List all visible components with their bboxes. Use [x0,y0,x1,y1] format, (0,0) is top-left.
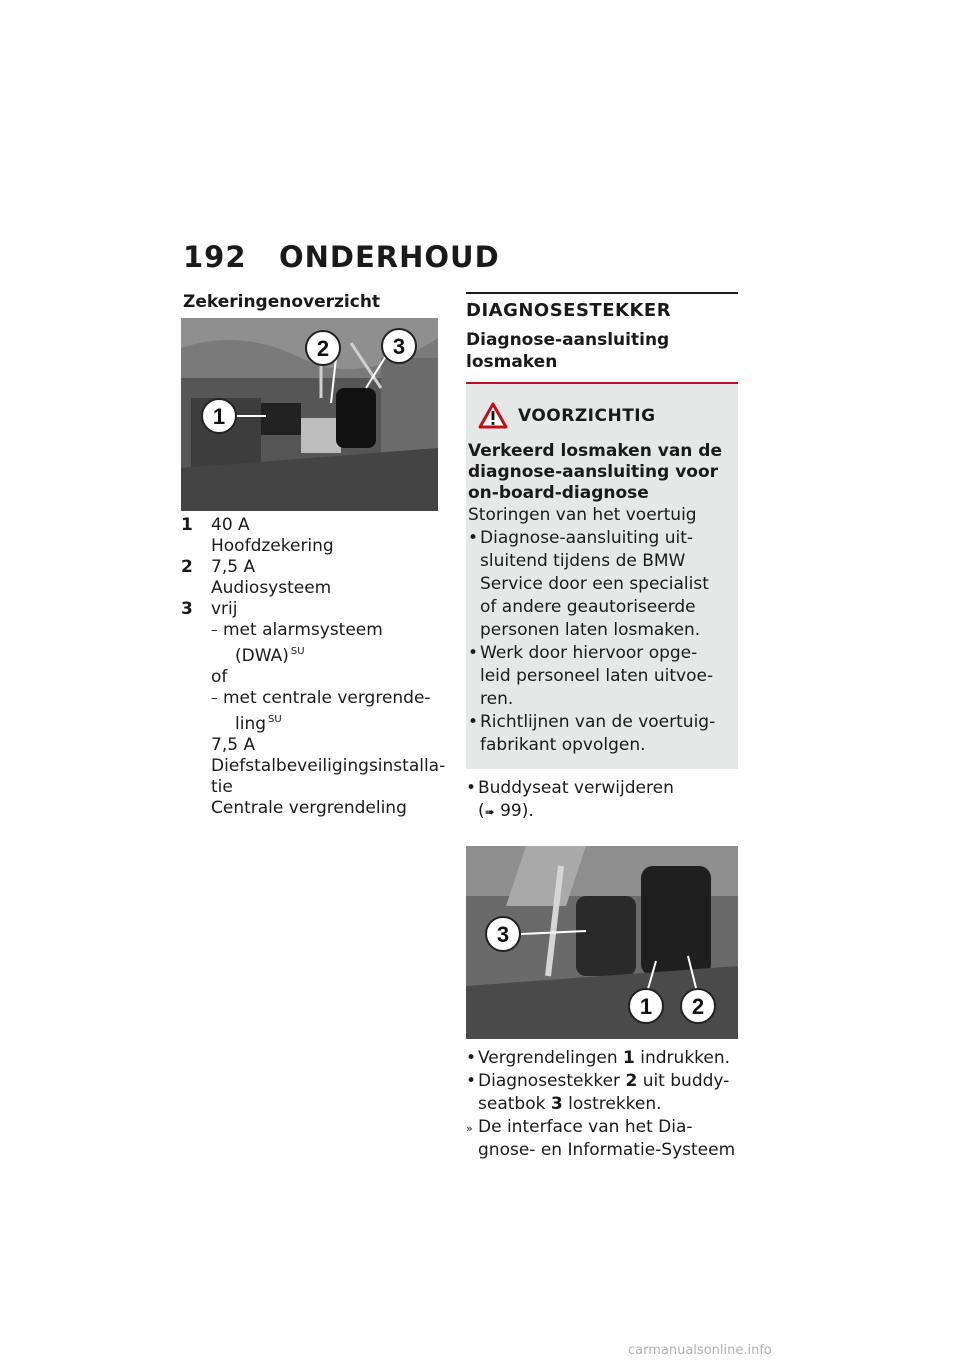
watermark: carmanualsonline.info [628,1343,772,1358]
equipment-mark: SU [290,646,305,657]
section-title: DIAGNOSESTEKKER [466,300,672,321]
callout-1: 1 [639,994,653,1019]
list-item: • Buddyseat verwijderen (➠ 99). [466,778,674,821]
or-text: of [211,667,228,687]
legend-subitem: – met centrale vergrende- ling $^{SU}$ [211,688,431,734]
legend-item [181,515,439,557]
fuse-overview-title: Zekeringenoverzicht [183,292,381,312]
caution-heading: Verkeerd losmaken van de diagnose-aansluiting voor on-board-diagnose [468,441,723,503]
indented-text: (DWA) [235,646,289,666]
legend-number: 3 [181,599,193,619]
list-item: • Diagnose-aansluiting uit- sluitend tijdens de BMW Service door een specialist of andere geautoriseerde personen laten losmaken. [468,528,709,640]
fuse-legend [181,515,446,819]
list-item: • Diagnosestekker 2 uit buddy- seatbok 3 lostrekken. [466,1071,730,1114]
chapter-title: ONDERHOUD [279,240,500,274]
callout-3: 3 [392,334,406,359]
legend-number: 1 [181,515,193,535]
dash-marker: – [211,691,218,706]
warning-triangle-icon [478,402,508,429]
legend-item [181,599,439,620]
diagnosis-column [466,292,738,1162]
list-item: • Werk door hiervoor opge- leid personeel laten uitvoe- ren. [468,643,714,709]
fuse-function: Audiosysteem [211,578,332,598]
fuse-function: Diefstalbeveiligingsinstalla- tie [211,756,446,797]
fuse-box-photo [181,318,438,511]
subsection-title: Diagnose-aansluiting losmaken [466,330,670,372]
fuse-function: Hoofdzekering [211,536,334,556]
fuse-rating: 7,5 A [211,735,256,755]
callout-1: 1 [212,404,226,429]
caution-label: VOORZICHTIG [518,405,656,426]
legend-subitem: – met alarmsysteem (DWA) $^{SU}$ [211,620,383,666]
fuse-overview-column [181,292,446,819]
equipment-mark: SU [268,714,282,725]
list-item: • Richtlijnen van de voertuig- fabrikant opvolgen. [468,712,716,755]
fuse-function: Centrale vergrendeling [211,798,407,818]
callout-3: 3 [496,922,510,947]
dash-marker: – [211,623,218,638]
diagnostic-connector-photo [466,846,738,1039]
callout-2: 2 [691,994,705,1019]
page-reference-arrow-icon: ➠ [484,805,495,819]
fuse-rating: 7,5 A [211,557,256,577]
caution-header [478,402,728,429]
legend-number: 2 [181,557,193,577]
fuse-status: vrij [211,599,238,619]
fuse-rating: 40 A [211,515,250,535]
callout-2: 2 [316,336,330,361]
section-rule [466,292,738,294]
list-item: • Vergrendelingen 1 indrukken. [466,1048,731,1068]
caution-consequence: Storingen van het voertuig [468,505,697,525]
page-reference-link[interactable]: 99). [500,801,534,821]
result-marker-icon: » [466,1122,473,1135]
page-number: 192 [183,240,247,274]
legend-item [181,557,439,599]
page-header [183,240,500,274]
indented-text: ling [235,714,267,734]
result-item: » De interface van het Dia- gnose- en Informatie-Systeem [466,1117,736,1160]
caution-box [466,382,738,769]
